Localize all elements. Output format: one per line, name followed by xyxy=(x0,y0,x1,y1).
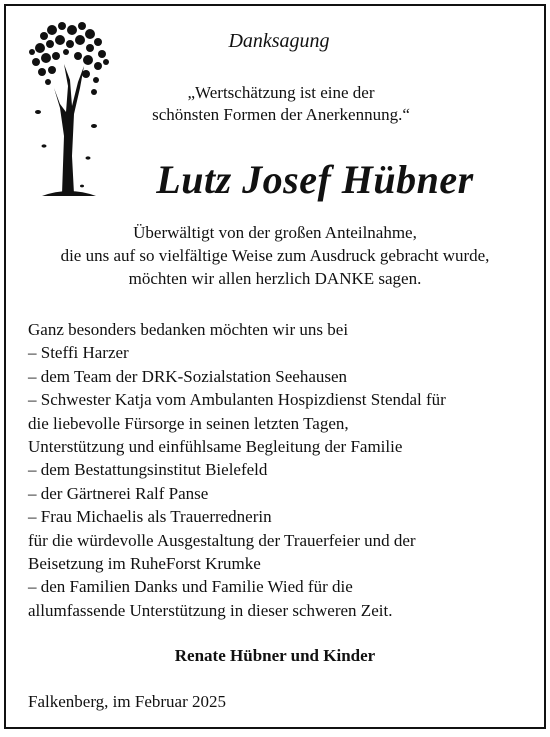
thanks-list xyxy=(28,318,534,622)
intro-line: die uns auf so vielfältige Weise zum Ausdruck gebracht wurde, xyxy=(60,246,490,265)
intro-line: möchten wir allen herzlich DANKE sagen. xyxy=(128,269,422,288)
thanks-line: Unterstützung und einfühlsame Begleitung der Familie xyxy=(28,437,403,457)
notice-heading: Danksagung xyxy=(228,30,330,52)
thanks-line: die liebevolle Fürsorge in seinen letzten Tagen, xyxy=(28,413,349,433)
thanks-line: – Steffi Harzer xyxy=(28,343,129,363)
thanks-line: – Schwester Katja vom Ambulanten Hospizdienst Stendal für xyxy=(28,390,446,410)
quote xyxy=(126,82,436,126)
intro-text xyxy=(20,221,530,290)
thanks-line: – den Familien Danks und Familie Wied für die xyxy=(28,577,353,597)
thanks-line: – der Gärtnerei Ralf Panse xyxy=(28,483,209,503)
quote-line: schönsten Formen der Anerkennung.“ xyxy=(152,105,410,124)
thanks-line: Ganz besonders bedanken möchten wir uns bei xyxy=(28,320,349,339)
thanks-line: – Frau Michaelis als Trauerrednerin xyxy=(28,507,272,527)
thanks-line: für die würdevolle Ausgestaltung der Trauerfeier und der xyxy=(28,530,416,550)
quote-line: „Wertschätzung ist eine der xyxy=(187,83,375,102)
deceased-name: Lutz Josef Hübner xyxy=(156,157,474,202)
signature: Renate Hübner und Kinder xyxy=(174,646,376,665)
thanks-line: – dem Team der DRK-Sozialstation Seehausen xyxy=(28,366,348,386)
intro-line: Überwältigt von der großen Anteilnahme, xyxy=(133,223,417,242)
thanks-line: Beisetzung im RuheForst Krumke xyxy=(28,554,261,574)
obituary-notice xyxy=(4,4,546,729)
place-date: Falkenberg, im Februar 2025 xyxy=(28,692,226,711)
thanks-line: allumfassende Unterstützung in dieser schweren Zeit. xyxy=(28,600,393,620)
thanks-line: – dem Bestattungsinstitut Bielefeld xyxy=(28,460,268,480)
